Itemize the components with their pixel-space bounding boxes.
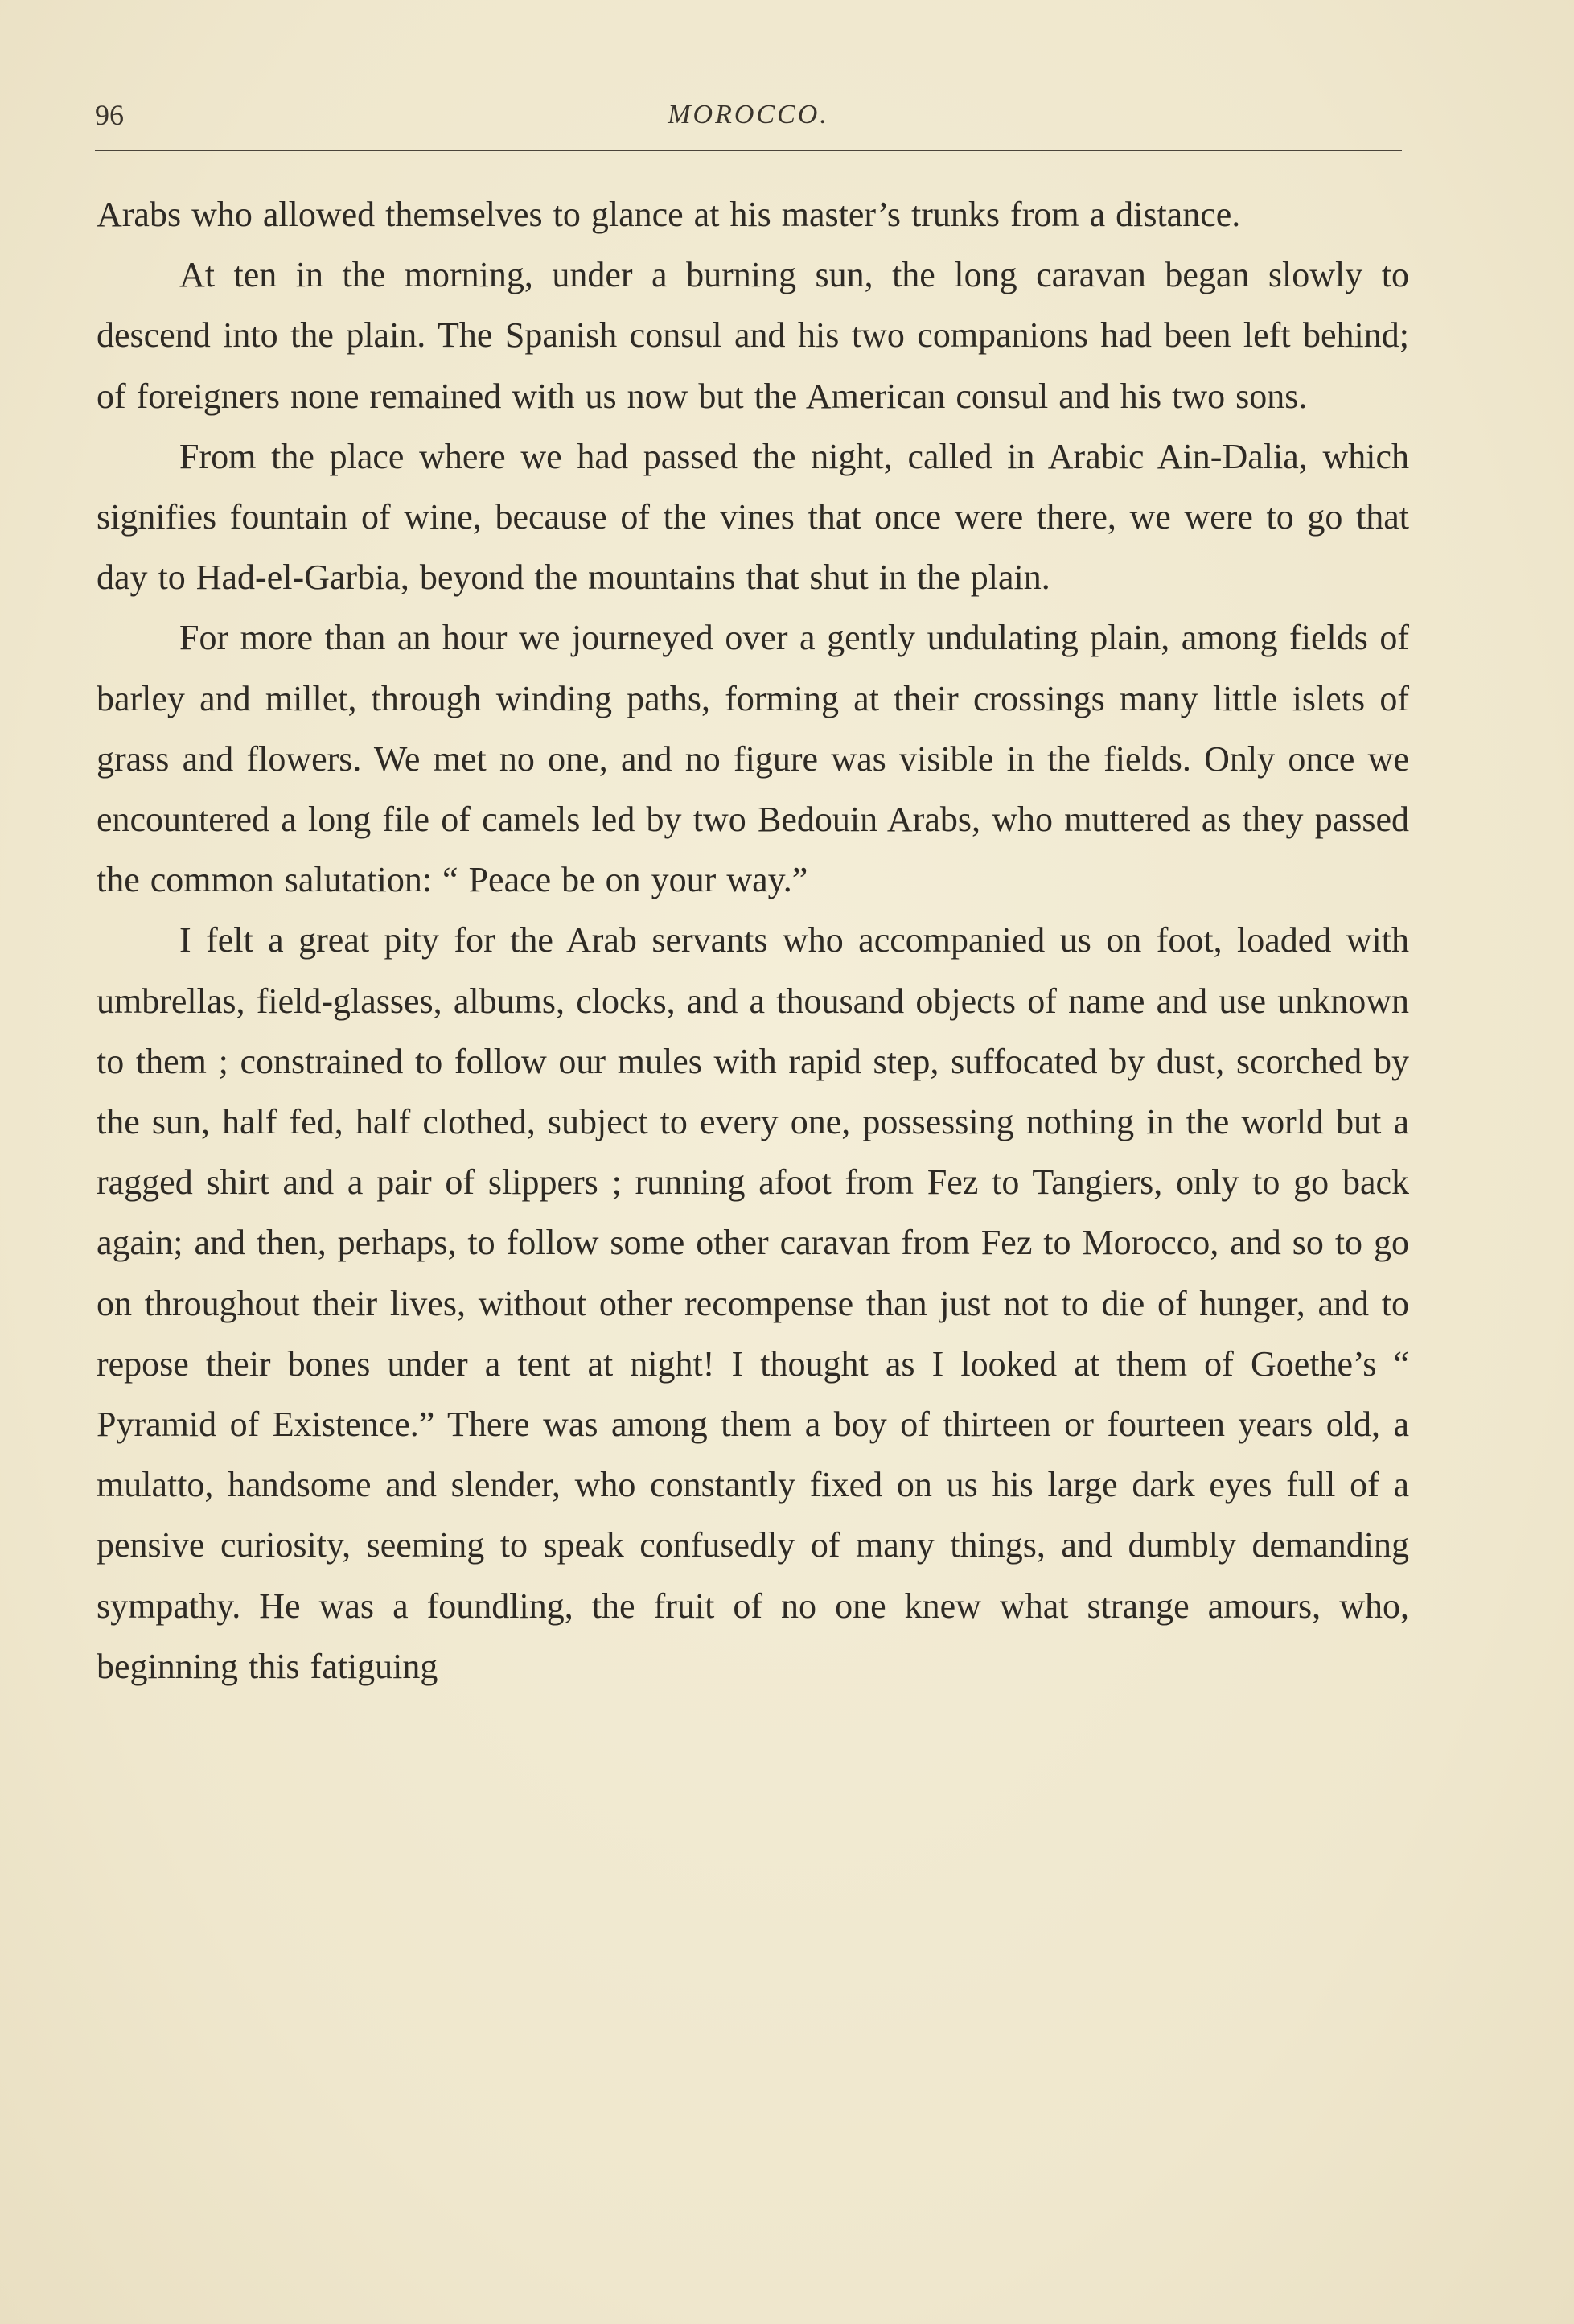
body-text bbox=[97, 184, 1409, 1697]
paragraph-continued: Arabs who allowed themselves to glance at his master’s trunks from a distance. bbox=[97, 195, 1241, 234]
paragraph-ain-dalia: From the place where we had passed the night, called in Arabic Ain-Dalia, which signifies fountain of wine, because of the vines that once were there, we were to go that day to Had-el-Garbia, beyond the mountains that shut in the plain. bbox=[97, 436, 1409, 598]
paragraph-arab-servants: I felt a great pity for the Arab servants who accompanied us on foot, loaded with umbrellas, field-glasses, albums, clocks, and a thousand objects of name and use unknown to them ; constrained to follow our mules with rapid step, suffocated by dust, scorched by the sun, half fed, half clothed, subject to every one, possessing nothing in the world but a ragged shirt and a pair of slippers ; running afoot from Fez to Tangiers, only to go back again; and then, perhaps, to follow some other caravan from Fez to Morocco, and so to go on throughout their lives, without other recompense than just not to die of hunger, and to repose their bones under a tent at night! I thought as I looked at them of Goethe’s “ Pyramid of Existence.” There was among them a boy of thirteen or fourteen years old, a mulatto, handsome and slender, who constantly fixed on us his large dark eyes full of a pensive curiosity, seeming to speak confusedly of many things, and dumbly demanding sympathy. He was a foundling, the fruit of no one knew what strange amours, who, beginning this fatiguing bbox=[97, 920, 1409, 1686]
page-number: 96 bbox=[95, 99, 124, 131]
header-rule bbox=[95, 150, 1402, 151]
paragraph-caravan-departs: At ten in the morning, under a burning sun, the long caravan began slowly to descend into the plain. The Spanish consul and his two companions had been left behind; of foreigners none remained with us now but the American consul and his two sons. bbox=[97, 255, 1409, 416]
page-header bbox=[95, 95, 1402, 135]
running-head: MOROCCO. bbox=[668, 100, 829, 130]
paragraph-undulating-plain: For more than an hour we journeyed over a gently undulating plain, among fields of barley and millet, through winding paths, forming at their crossings many little islets of grass and flowers. We met no one, and no figure was visible in the fields. Only once we encountered a long file of camels led by two Bedouin Arabs, who muttered as they passed the common salutation: “ Peace be on your way.” bbox=[97, 618, 1409, 900]
